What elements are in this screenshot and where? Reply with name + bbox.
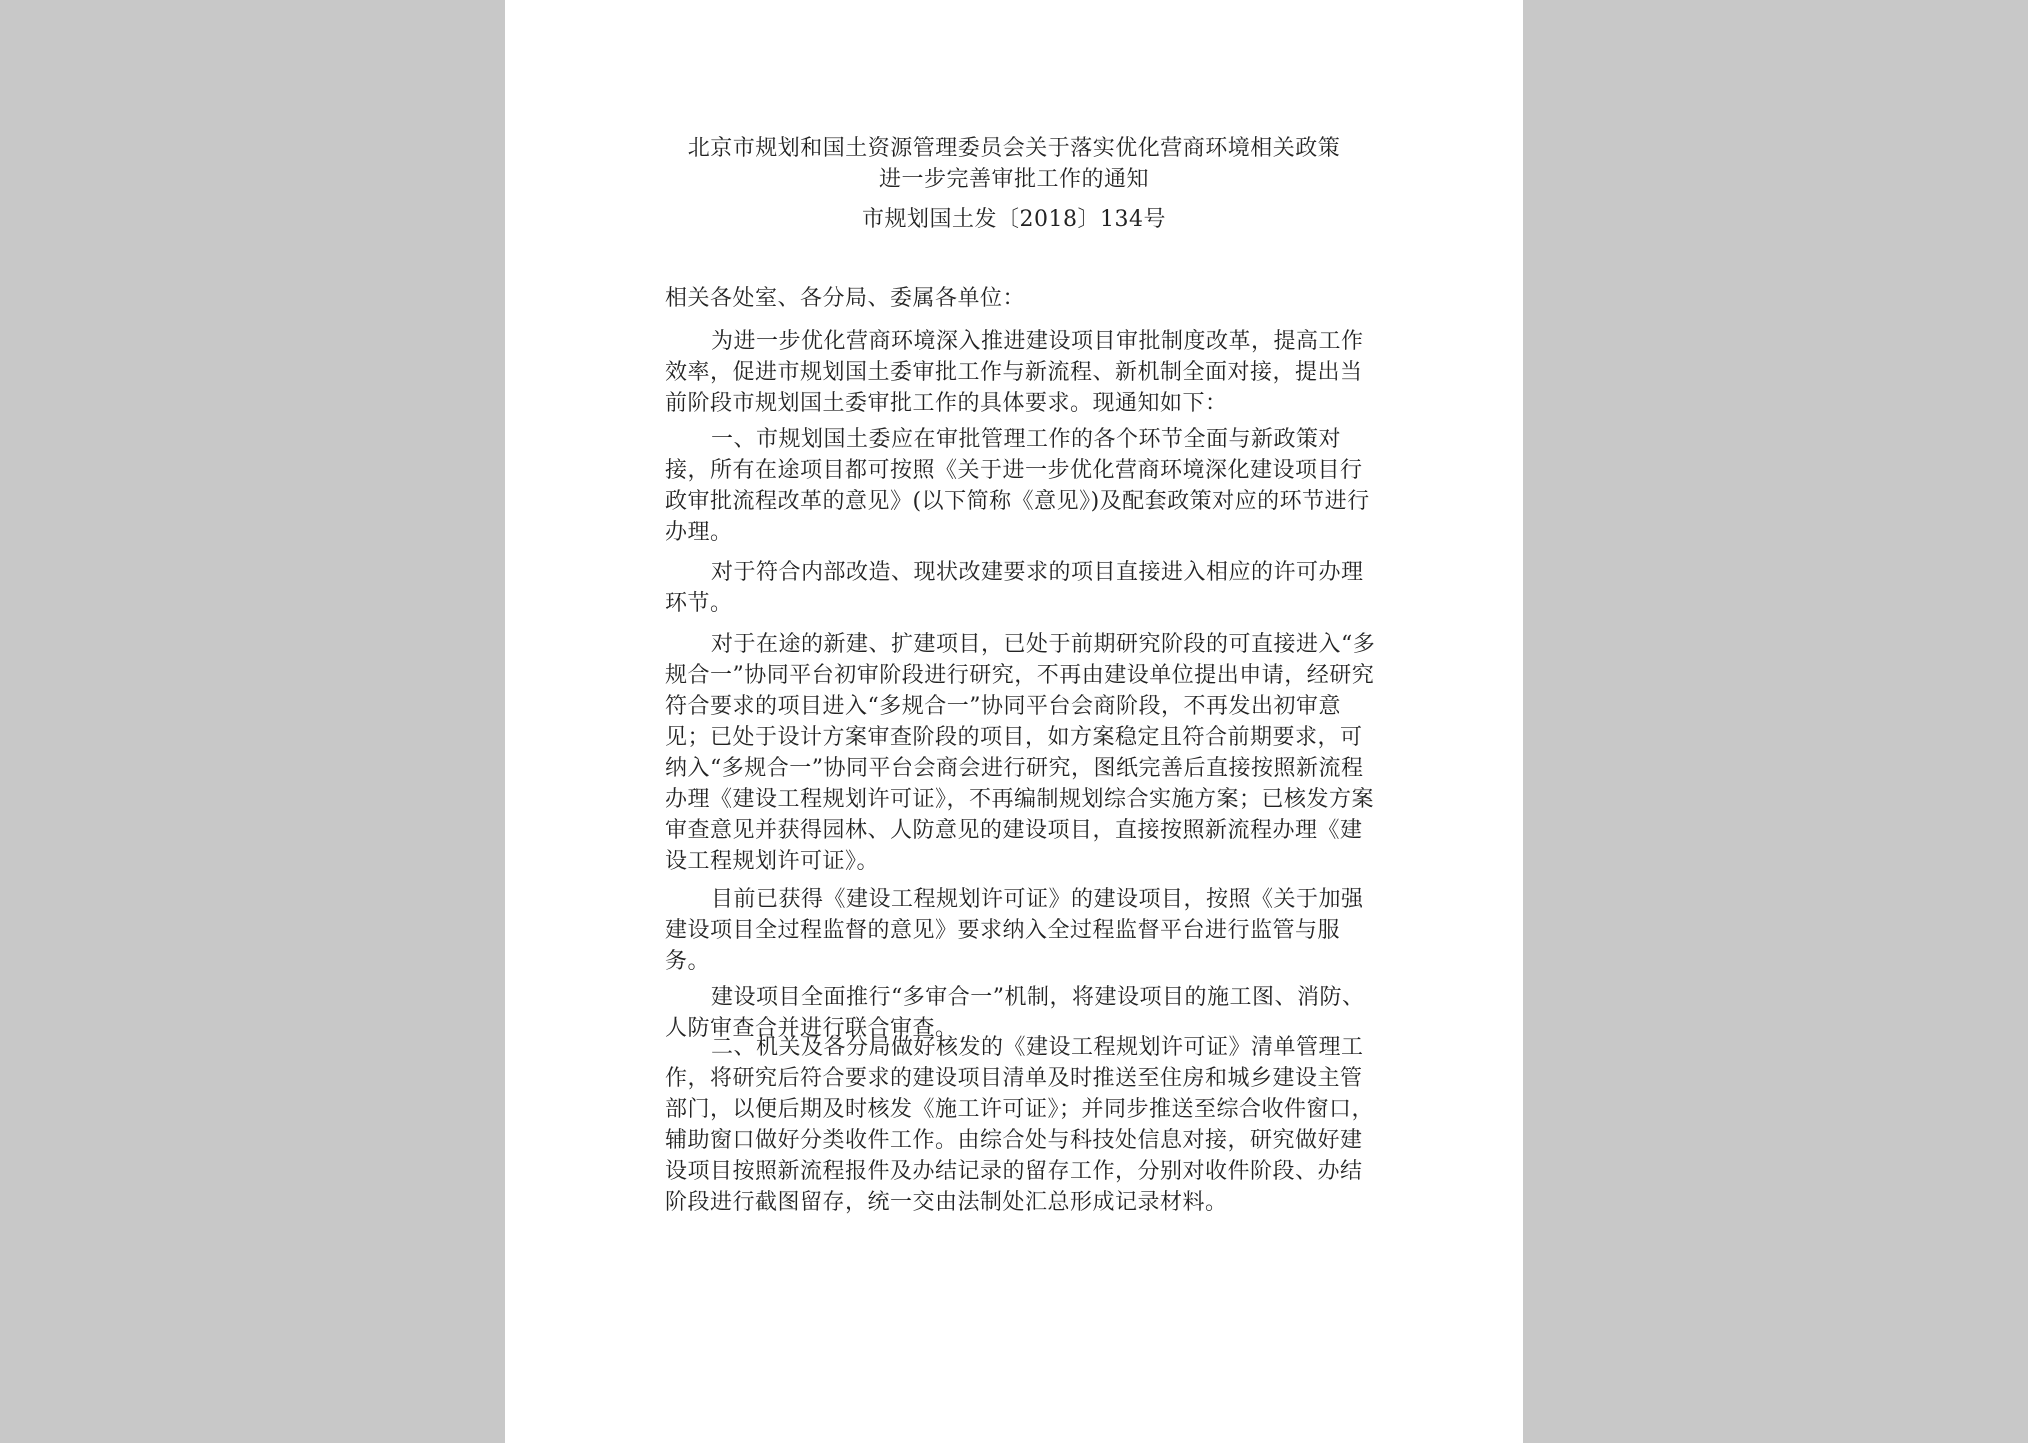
paragraph-existing-permits: 目前已获得《建设工程规划许可证》的建设项目，按照《关于加强建设项目全过程监督的意见》要求纳入全过程监督平台进行监管与服务。 bbox=[665, 887, 1364, 974]
document-page bbox=[505, 0, 1523, 1443]
paragraph-multi-review: 建设项目全面推行“多审合一”机制，将建设项目的施工图、消防、人防审查合并进行联合审查。 bbox=[665, 985, 1365, 1041]
salutation: 相关各处室、各分局、委属各单位： bbox=[665, 286, 1026, 311]
document-number: 市规划国土发〔2018〕134号 bbox=[862, 207, 1166, 232]
document-title-line1: 北京市规划和国土资源管理委员会关于落实优化营商环境相关政策 bbox=[687, 136, 1341, 161]
paragraph-section-two: 二、机关及各分局做好核发的《建设工程规划许可证》清单管理工作，将研究后符合要求的建设项目清单及时推送至住房和城乡建设主管部门，以便后期及时核发《施工许可证》；并同步推送至综合收件窗口，辅助窗口做好分类收件工作。由综合处与科技处信息对接，研究做好建设项目按照新流程报件及办结记录的留存工作，分别对收件阶段、办结阶段进行截图留存，统一交由法制处汇总形成记录材料。 bbox=[665, 1035, 1375, 1215]
paragraph-intro: 为进一步优化营商环境深入推进建设项目审批制度改革，提高工作效率，促进市规划国土委审批工作与新流程、新机制全面对接，提出当前阶段市规划国土委审批工作的具体要求。现通知如下： bbox=[665, 329, 1364, 416]
paragraph-internal-renovation: 对于符合内部改造、现状改建要求的项目直接进入相应的许可办理环节。 bbox=[665, 560, 1364, 616]
paragraph-section-one: 一、市规划国土委应在审批管理工作的各个环节全面与新政策对接，所有在途项目都可按照《关于进一步优化营商环境深化建设项目行政审批流程改革的意见》(以下简称《意见》)及配套政策对应的环节进行办理。 bbox=[665, 427, 1370, 545]
document-title-line2: 进一步完善审批工作的通知 bbox=[878, 167, 1149, 192]
paragraph-new-projects: 对于在途的新建、扩建项目，已处于前期研究阶段的可直接进入“多规合一”协同平台初审阶段进行研究，不再由建设单位提出申请，经研究符合要求的项目进入“多规合一”协同平台会商阶段，不再发出初审意见；已处于设计方案审查阶段的项目，如方案稳定且符合前期要求，可纳入“多规合一”协同平台会商会进行研究，图纸完善后直接按照新流程办理《建设工程规划许可证》，不再编制规划综合实施方案；已核发方案审查意见并获得园林、人防意见的建设项目，直接按照新流程办理《建设工程规划许可证》。 bbox=[665, 632, 1376, 874]
